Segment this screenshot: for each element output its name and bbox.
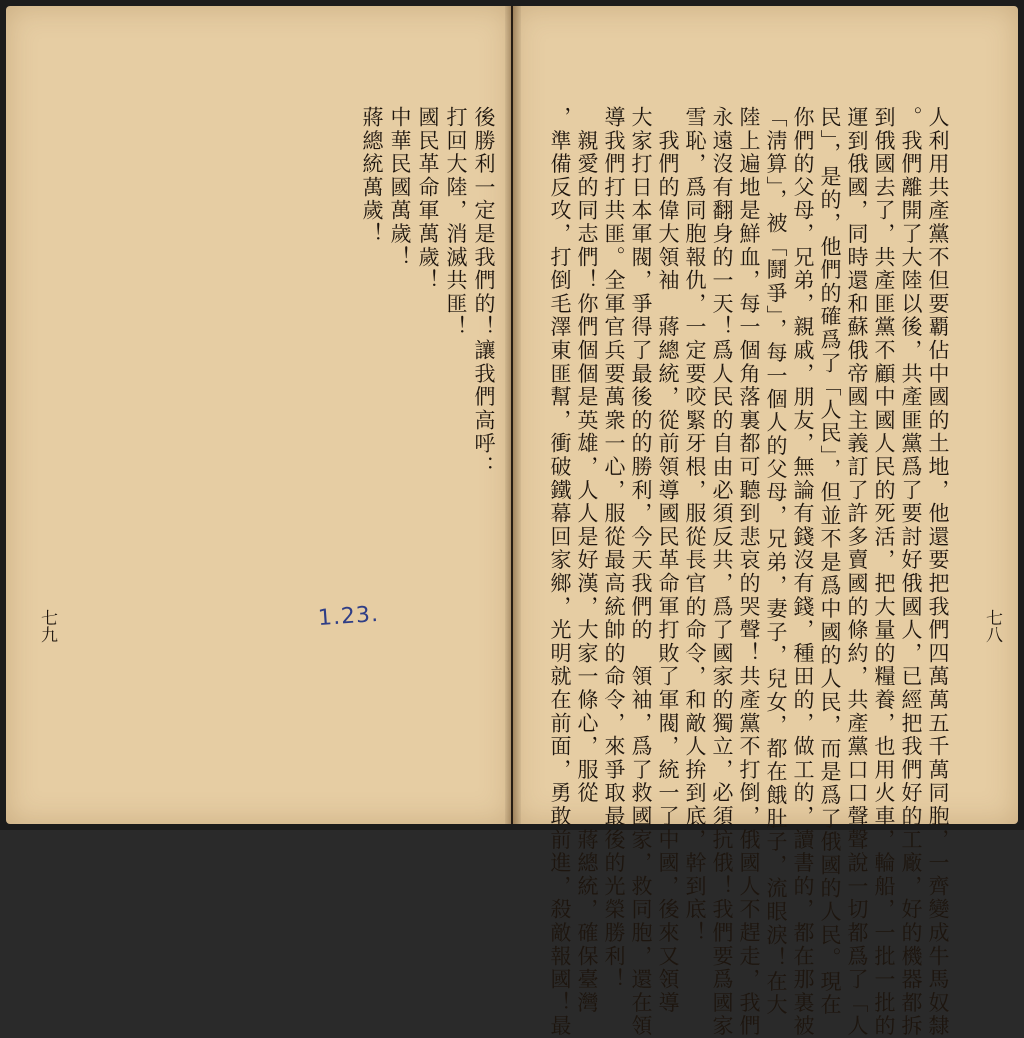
text-column: 國民革命軍萬歲！ <box>416 106 440 293</box>
left-page <box>6 6 511 824</box>
text-column: 打回大陸，消滅共匪！ <box>444 106 468 339</box>
text-column: ，準備反攻，打倒毛澤東匪幫，衝破鐵幕回家鄉，光明就在前面，勇敢前進，殺敵報國！最 <box>548 106 572 1038</box>
text-column: 後勝利一定是我們的！讓我們高呼： <box>472 106 496 479</box>
text-column: 運到俄國，同時還和蘇俄帝國主義訂了許多賣國的條約，共產黨口口聲聲說一切都爲了「人 <box>845 106 869 1038</box>
right-page <box>513 6 1018 1038</box>
text-column: 。我們離開了大陸以後，共產匪黨爲了要討好俄國人，已經把我們好的工廠，好的機器都拆 <box>899 106 923 1038</box>
text-column: 永遠沒有翻身的一天！爲人民的自由必須反共，爲了國家的獨立，必須抗俄！我們要爲國家 <box>710 106 734 1038</box>
text-column: 蔣總統萬歲！ <box>360 106 384 246</box>
page-number: 七八 <box>982 609 1002 643</box>
text-column: 雪恥，爲同胞報仇，一定要咬緊牙根，服從長官的命令，和敵人拚到底，幹到底！ <box>683 106 707 945</box>
text-column: 大家打日本軍閥，爭得了最後的的勝利，今天我們的 領袖，爲了救國家，救同胞，還在領 <box>629 106 653 1038</box>
book-gutter <box>505 6 521 824</box>
text-column: 你們的父母，兄弟，親戚，朋友，無論有錢沒有錢，種田的，做工的，讀書的，都在那裏被 <box>791 106 815 1038</box>
text-column: 人利用共產黨不但要覇佔中國的土地，他還要把我們四萬萬五千萬同胞，一齊變成牛馬奴隸 <box>926 106 950 1038</box>
text-column: 到俄國去了，共產匪黨不顧中國人民的死活，把大量的糧養，也用火車，輪船，一批一批的 <box>872 106 896 1038</box>
text-column: 陸上遍地是鮮血，每一個角落裏都可聽到悲哀的哭聲！共產黨不打倒，俄國人不趕走，我們 <box>737 106 761 1038</box>
pencil-annotation: 1.23. <box>317 601 380 632</box>
page-number: 七九 <box>37 609 57 643</box>
text-column: 中華民國萬歲！ <box>388 106 412 270</box>
text-column: 導我們打共匪。全軍官兵要萬衆一心，服從最高統帥的命令，來爭取最後的光榮勝利！ <box>602 106 626 992</box>
text-column: 「淸算」，被「鬪爭」，每一個人的父母，兄弟，妻子，兒女，都在餓肚子，流眼淚！在大 <box>764 106 788 1017</box>
text-column: 民」，是的，他們的確爲了「人民」，但並不是爲中國的人民，而是爲了俄國的人民。現在 <box>818 106 842 1017</box>
text-column: 親愛的同志們！你們個個是英雄，人人是好漢，大家一條心，服從 蔣總統，確保臺灣 <box>575 106 599 1015</box>
text-column: 我們的偉大領袖 蔣總統，從前領導國民革命軍打敗了軍閥，統一了中國，後來又領導 <box>656 106 680 1015</box>
